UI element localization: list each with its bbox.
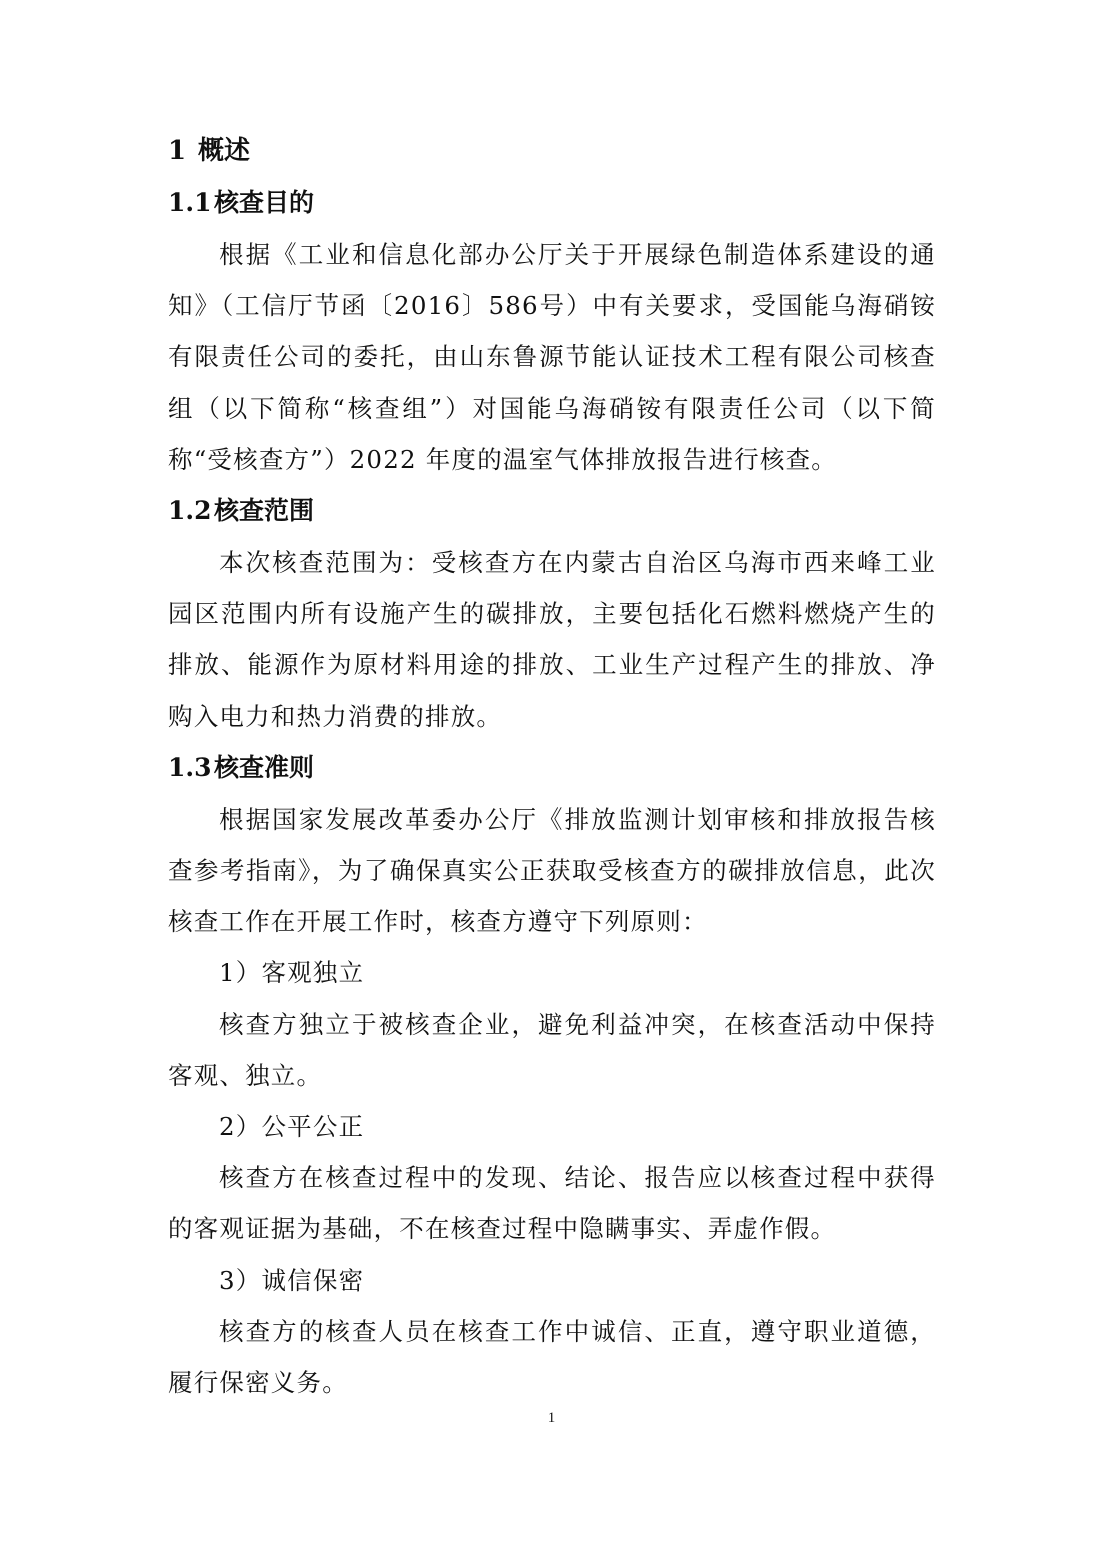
paragraph: 核查方在核查过程中的发现、结论、报告应以核查过程中获得的客观证据为基础，不在核查过程中隐瞒事实、弄虚作假。 [168,1163,936,1244]
section-heading-1-1 [168,177,936,229]
paragraph: 本次核查范围为：受核查方在内蒙古自治区乌海市西来峰工业园区范围内所有设施产生的碳排放，主要包括化石燃料燃烧产生的排放、能源作为原材料用途的排放、工业生产过程产生的排放、净购入电力和热力消费的排放。 [168,548,936,731]
paragraph: 根据《工业和信息化部办公厅关于开展绿色制造体系建设的通知》（工信厅节函〔2016〕586号）中有关要求，受国能乌海硝铵有限责任公司的委托，由山东鲁源节能认证技术工程有限公司核查组（以下简称“核查组”）对国能乌海硝铵有限责任公司（以下简称“受核查方”）2022 年度的温室气体排放报告进行核查。 [168,240,936,474]
section-heading-1-2 [168,485,936,537]
section-title: 核查范围 [214,496,315,526]
section-number: 1 [168,136,187,166]
section-number: 1.1 [168,188,212,217]
paragraph: 核查方的核查人员在核查工作中诚信、正直，遵守职业道德，履行保密义务。 [168,1316,936,1398]
principle-heading: 2）公平公正 [219,1112,365,1142]
section-heading-1 [168,125,936,177]
section-title: 核查准则 [214,752,315,782]
principle-heading: 3）诚信保密 [219,1265,365,1295]
page-number: 1 [547,1410,556,1426]
section-number: 1.2 [168,496,212,526]
paragraph: 核查方独立于被核查企业，避免利益冲突，在核查活动中保持客观、独立。 [168,1009,936,1090]
section-title: 核查目的 [214,188,315,217]
paragraph: 根据国家发展改革委办公厅《排放监测计划审核和排放报告核查参考指南》，为了确保真实公正获取受核查方的碳排放信息，此次核查工作在开展工作时，核查方遵守下列原则： [168,804,936,937]
section-number: 1.3 [168,752,212,782]
section-heading-1-3 [168,742,936,794]
principle-heading: 1）客观独立 [219,958,365,988]
page-content [168,125,936,1408]
section-title: 概述 [198,136,251,166]
